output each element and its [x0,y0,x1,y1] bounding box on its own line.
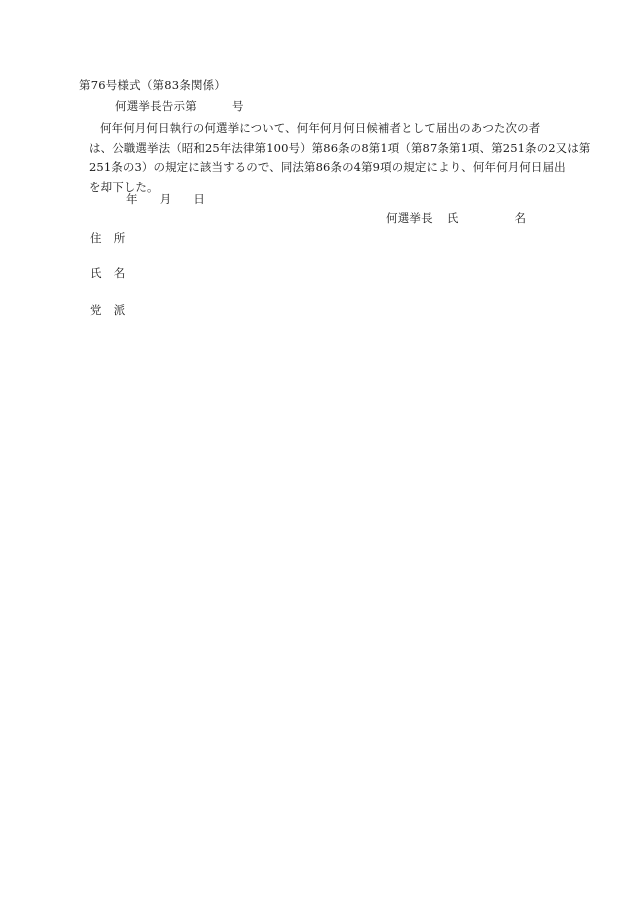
date-year: 年 [126,192,138,206]
field-name-label-1: 氏 [90,266,102,280]
notice-body-line-3: 251条の3）の規定に該当するので、同法第86条の4第9項の規定により、何年何月何日届出 [89,160,566,174]
signatory [386,213,526,225]
notice-body-line-2: は、公職選挙法（昭和25年法律第100号）第86条の8第1項（第87条第1項、第251条の2又は第 [89,140,591,155]
field-address [90,233,125,245]
notice-date [126,194,205,206]
notice-body-line-1: 何年何月何日執行の何選挙について、何年何月何日候補者として届出のあつた次の者 [100,121,541,135]
signatory-name-given: 名 [514,211,527,225]
field-party-label-1: 党 [90,303,102,317]
field-address-label-2: 所 [113,231,126,245]
field-party [90,305,125,317]
signatory-name-surname: 氏 [446,211,459,225]
field-party-label-2: 派 [113,303,126,317]
field-address-label-1: 住 [90,231,102,245]
form-number: 第76号様式（第83条関係） [79,78,227,92]
field-name [90,268,125,280]
field-name-label-2: 名 [113,266,126,280]
date-month: 月 [159,192,172,206]
signatory-title: 何選挙長 [386,211,433,225]
date-day: 日 [193,192,206,206]
notice-body [79,119,591,197]
notice-body-line-4: を却下した。 [89,179,159,194]
notice-number-suffix: 号 [232,99,244,113]
notice-number-label: 何選挙長告示第 [115,99,197,113]
